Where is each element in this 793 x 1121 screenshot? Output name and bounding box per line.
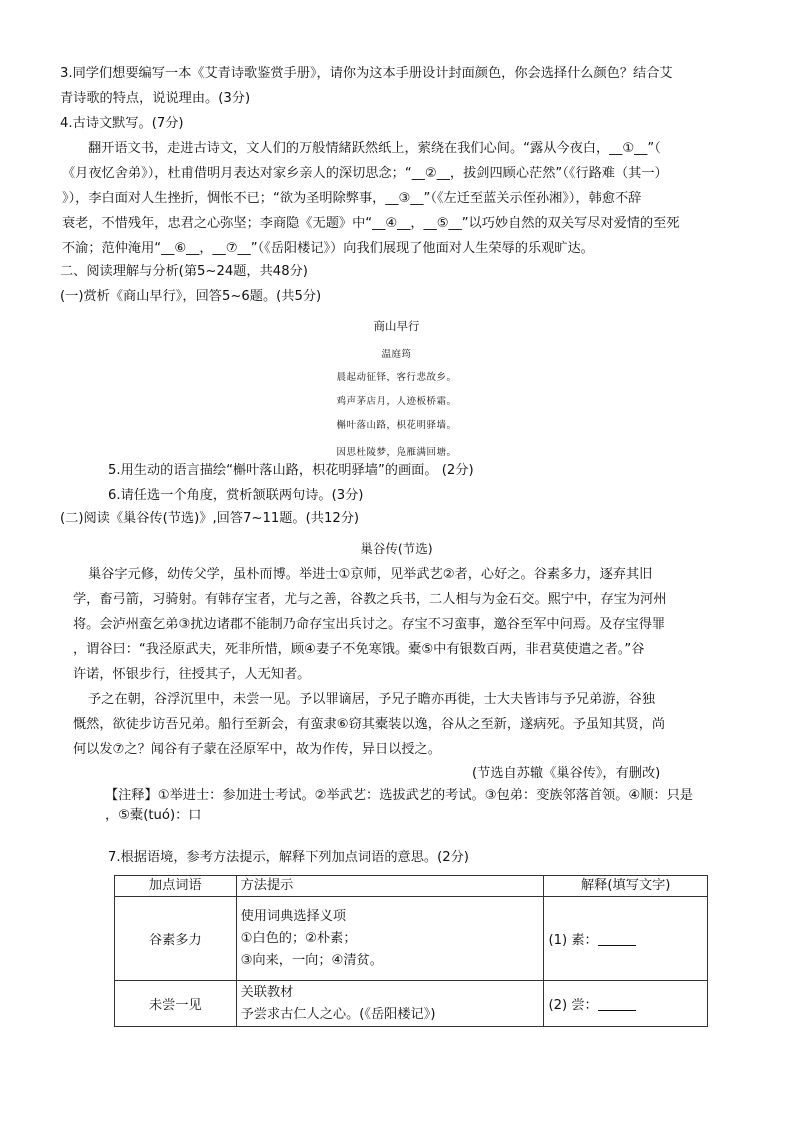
- q4-line-2: 《月夜忆舍弟》），杜甫借明月表达对家乡亲人的深切思念；“__②__，拔剑四顾心茫然”（《行路难（其一）: [62, 166, 668, 181]
- table-cell-method: [236, 897, 544, 981]
- method-line: 关联教材: [240, 984, 294, 1000]
- poem-author: 温庭筠: [381, 349, 412, 360]
- method-line: 予尝求古仁人之心。(《岳阳楼记》): [240, 1006, 436, 1022]
- passage-p2-line-1: 予之在朝，谷浮沉里中，未尝一见。予以罪谪居，予兄子瞻亦再徙，士大夫皆讳与予兄弟游，谷独: [88, 692, 656, 707]
- table-cell-answer: [544, 897, 708, 981]
- poem-line-2: 鸡声茅店月，人迹板桥霜。: [336, 396, 457, 407]
- method-line: 使用词典选择义项: [240, 908, 347, 924]
- table-header-answer: 解释(填写文字): [544, 876, 708, 897]
- section2-heading: 二、阅读理解与分析(第5~24题，共48分): [60, 264, 308, 279]
- q7-table: [114, 875, 708, 1027]
- passage-title: 巢谷传(节选): [360, 541, 433, 556]
- q3-line-2: 青诗歌的特点，说说理由。(3分): [60, 91, 251, 106]
- table-header-word: 加点词语: [115, 876, 237, 897]
- passage-source: (节选自苏辙《巢谷传》，有删改): [472, 766, 661, 781]
- passage-p1-line-5: 许诺，怀银步行，往授其子，人无知者。: [73, 667, 311, 682]
- method-line: ①白色的；②朴素；: [240, 930, 357, 946]
- q5: 5.用生动的语言描绘“槲叶落山路，枳花明驿墙”的画面。 (2分): [108, 463, 474, 478]
- q7-prompt: 7.根据语境，参考方法提示，解释下列加点词语的意思。(2分): [108, 850, 469, 865]
- answer-blank[interactable]: [598, 996, 636, 1011]
- table-row: [115, 897, 708, 981]
- part1-heading: (一)赏析《商山早行》，回答5~6题。(共5分): [60, 289, 322, 304]
- answer-label: (1) 素：: [548, 933, 598, 948]
- q3-line-1: 3.同学们想要编写一本《艾青诗歌鉴赏手册》，请你为这本手册设计封面颜色，你会选择什么颜色？结合艾: [60, 66, 673, 81]
- passage-p1-line-2: 学，畜弓箭，习骑射。有韩存宝者，尤与之善，谷教之兵书，二人相与为金石交。熙宁中，存宝为河州: [73, 592, 667, 607]
- q6: 6.请任选一个角度，赏析颔联两句诗。(3分): [108, 488, 364, 503]
- part2-heading: (二)阅读《巢谷传(节选)》,回答7~11题。(共12分): [60, 511, 360, 526]
- passage-p1-line-4: ，谓谷曰：“我泾原武夫，死非所惜，顾④妻子不免寒饿。橐⑤中有银数百两，非君莫使遣之者。”谷: [73, 642, 645, 657]
- passage-p2-line-2: 慨然，欲徒步访吾兄弟。船行至新会，有蛮隶⑥窃其橐装以逸，谷从之至新，遂病死。予虽知其贤，尚: [73, 717, 666, 732]
- poem-line-4: 因思杜陵梦，凫雁满回塘。: [336, 447, 457, 458]
- answer-label: (2) 尝：: [548, 998, 598, 1013]
- q4-line-4: 衰老，不惜残年，忠君之心弥坚；李商隐《无题》中“__④__，__⑤__”以巧妙自然的双关写尽对爱情的至死: [62, 216, 680, 231]
- q4-line-1: 翻开语文书，走进古诗文，文人们的万般情緒跃然纸上，萦绕在我们心间。“露从今夜白，__①__”（: [88, 141, 661, 156]
- poem-line-1: 晨起动征铎，客行悲故乡。: [336, 372, 457, 383]
- table-cell-method: [236, 981, 544, 1027]
- method-line: ③向来，一向；④清贫。: [240, 952, 383, 968]
- poem-line-3: 槲叶落山路，枳花明驿墙。: [336, 420, 457, 431]
- q4-title: 4.古诗文默写。(7分): [60, 116, 184, 131]
- table-header-row: [115, 876, 708, 897]
- passage-p1-line-3: 将。会泸州蛮乞弟③扰边诸郡不能制乃命存宝出兵讨之。存宝不习蛮事，邀谷至军中问焉。及存宝得罪: [73, 617, 666, 632]
- q4-line-5: 不渝；范仲淹用“__⑥__，__⑦__”（《岳阳楼记》）向我们展现了他面对人生荣辱的乐观旷达。: [62, 241, 594, 256]
- q4-line-3: 》），李白面对人生挫折，惆怅不已；“欲为圣明除弊事，__③__”（《左迁至蓝关示侄孙湘》），韩愈不辞: [62, 191, 642, 206]
- passage-p1-line-1: 巢谷字元修，幼传父学，虽朴而博。举进士①京师，见举武艺②者，心好之。谷素多力，逐弃其旧: [88, 567, 653, 582]
- answer-blank[interactable]: [598, 931, 636, 946]
- poem-title: 商山早行: [373, 319, 420, 333]
- table-row: [115, 981, 708, 1027]
- table-cell-word: 谷素多力: [115, 897, 237, 981]
- table-cell-answer: [544, 981, 708, 1027]
- table-header-method: 方法提示: [236, 876, 544, 897]
- table-cell-word: 未尝一见: [115, 981, 237, 1027]
- notes-line-2: ，⑤橐(tuó)：口: [105, 808, 202, 823]
- notes-line-1: 【注释】①举进士：参加进士考试。②举武艺：选拔武艺的考试。③包弟：变族邻落首领。④顺：只是: [105, 788, 693, 803]
- passage-p2-line-3: 何以发⑦之？闻谷有子蒙在泾原军中，故为作传，异日以授之。: [73, 742, 441, 757]
